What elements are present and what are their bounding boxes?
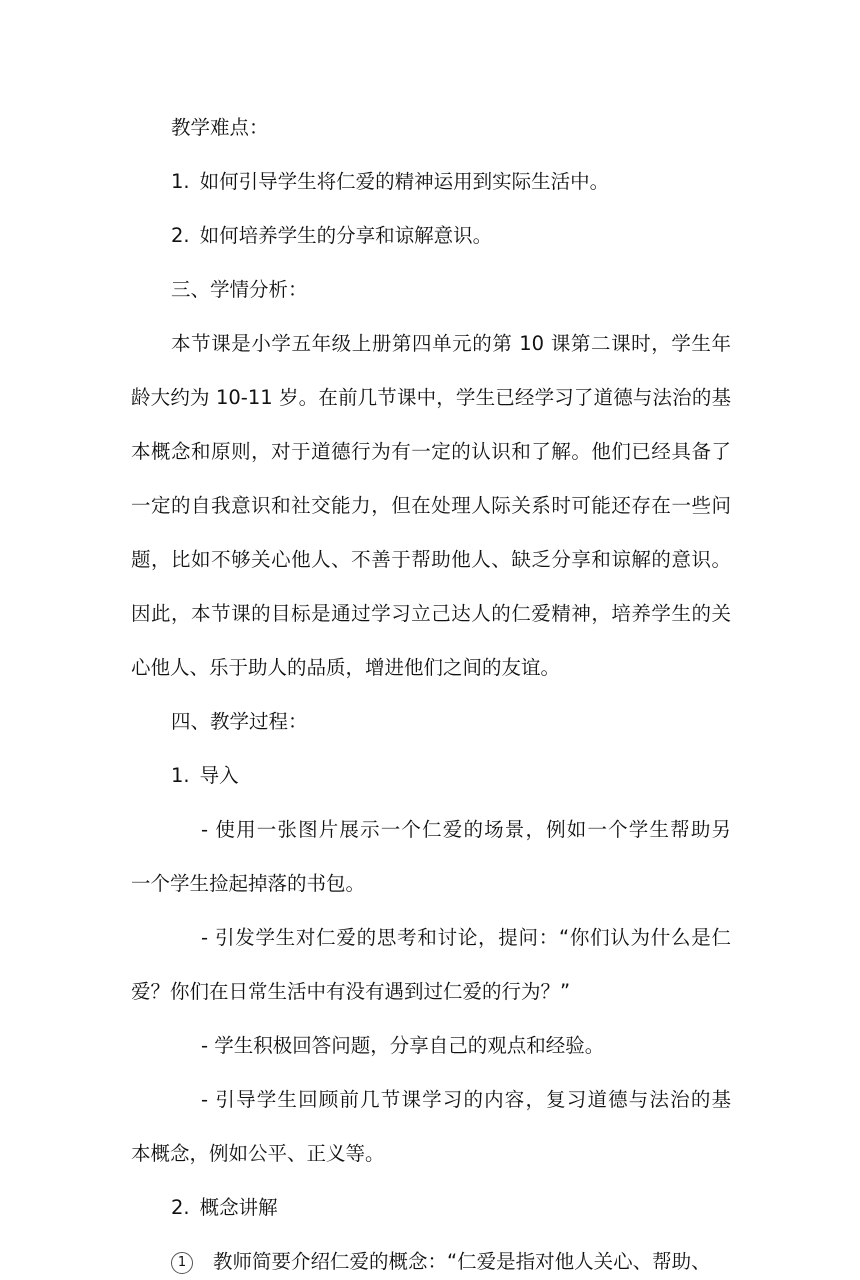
section-heading-process: 四、教学过程： bbox=[171, 710, 308, 733]
concept-item-text: 教师简要介绍仁爱的概念：“仁爱是指对他人关心、帮助、 bbox=[213, 1250, 711, 1273]
process-step-number: 2. bbox=[171, 1196, 190, 1219]
process-step-intro bbox=[131, 758, 731, 794]
circled-number-marker: 1 bbox=[171, 1252, 193, 1274]
analysis-paragraph-line: 龄大约为 10-11 岁。在前几节课中，学生已经学习了道德与法治的基 bbox=[131, 386, 731, 409]
process-step-title: 导入 bbox=[199, 764, 239, 787]
difficulty-item-number: 2. bbox=[171, 224, 190, 247]
document-body bbox=[131, 110, 731, 1280]
process-step-title: 概念讲解 bbox=[199, 1196, 278, 1219]
section-heading-difficulty: 教学难点： bbox=[171, 116, 269, 139]
intro-bullet-line: 本概念，例如公平、正义等。 bbox=[131, 1142, 385, 1165]
analysis-paragraph-line: 题，比如不够关心他人、不善于帮助他人、缺乏分享和谅解的意识。 bbox=[131, 548, 731, 571]
analysis-paragraph-line: 本概念和原则，对于道德行为有一定的认识和了解。他们已经具备了 bbox=[131, 440, 731, 463]
intro-bullet-line: 爱？你们在日常生活中有没有遇到过仁爱的行为？” bbox=[131, 980, 571, 1003]
section-heading-analysis: 三、学情分析： bbox=[171, 278, 308, 301]
analysis-paragraph-line: 因此，本节课的目标是通过学习立己达人的仁爱精神，培养学生的关 bbox=[131, 602, 731, 625]
difficulty-item-2 bbox=[131, 218, 731, 254]
intro-bullet-line: - 引导学生回顾前几节课学习的内容，复习道德与法治的基 bbox=[201, 1088, 731, 1111]
difficulty-item-number: 1. bbox=[171, 170, 190, 193]
difficulty-item-text: 如何培养学生的分享和谅解意识。 bbox=[199, 224, 493, 247]
process-step-number: 1. bbox=[171, 764, 190, 787]
difficulty-item-text: 如何引导学生将仁爱的精神运用到实际生活中。 bbox=[199, 170, 610, 193]
concept-circled-item bbox=[131, 1244, 731, 1280]
intro-bullet-line: - 使用一张图片展示一个仁爱的场景，例如一个学生帮助另 bbox=[201, 818, 731, 841]
process-step-concept bbox=[131, 1190, 731, 1226]
difficulty-item-1 bbox=[131, 164, 731, 200]
intro-bullet-line: - 学生积极回答问题，分享自己的观点和经验。 bbox=[201, 1034, 605, 1057]
analysis-paragraph-line: 一定的自我意识和社交能力，但在处理人际关系时可能还存在一些问 bbox=[131, 494, 731, 517]
intro-bullet-line: 一个学生捡起掉落的书包。 bbox=[131, 872, 366, 895]
intro-bullet-line: - 引发学生对仁爱的思考和讨论，提问：“你们认为什么是仁 bbox=[201, 926, 731, 949]
analysis-paragraph-line: 本节课是小学五年级上册第四单元的第 10 课第二课时，学生年 bbox=[171, 332, 731, 355]
analysis-paragraph-line: 心他人、乐于助人的品质，增进他们之间的友谊。 bbox=[131, 656, 561, 679]
